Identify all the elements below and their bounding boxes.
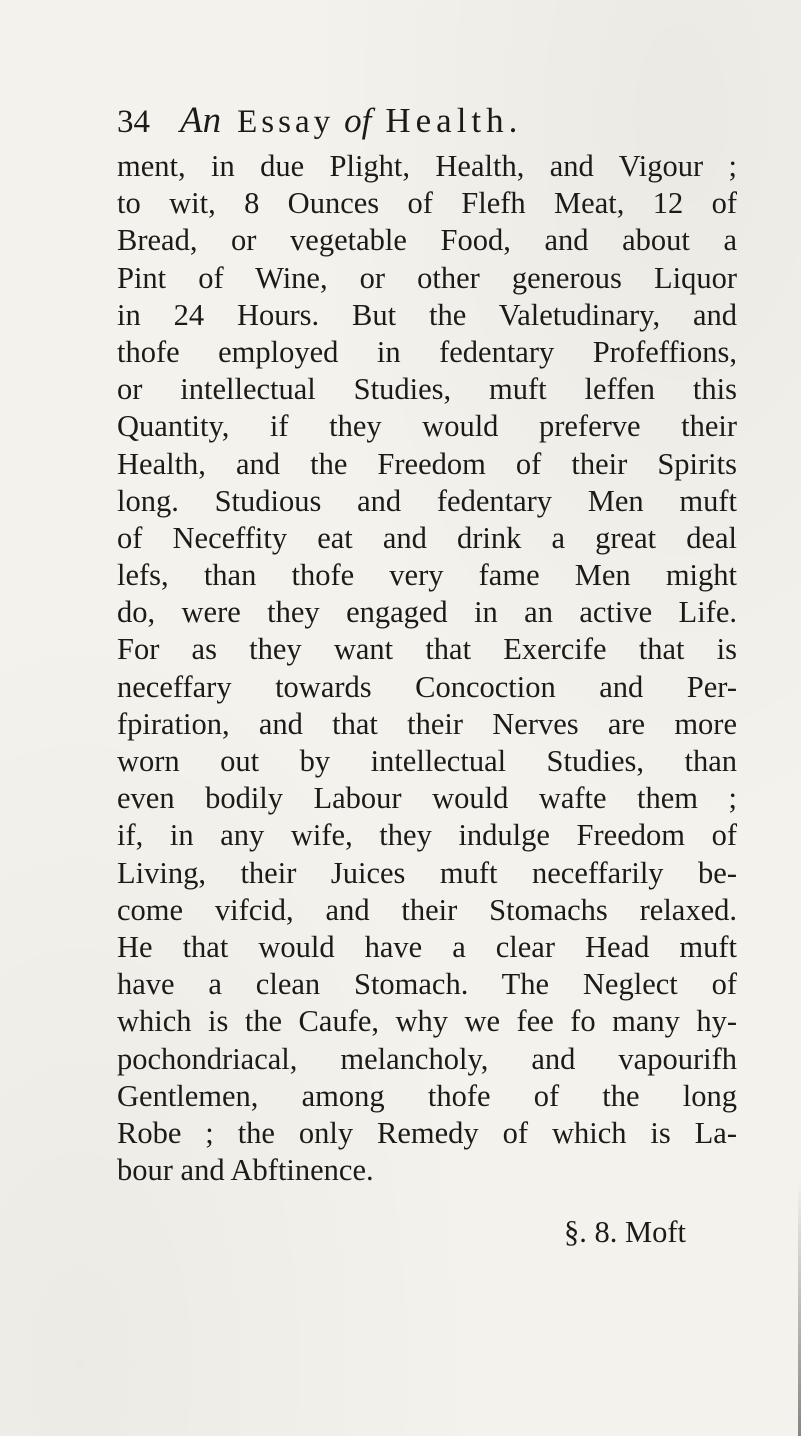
page-number: 34: [117, 104, 150, 140]
text-line: Health, and the Freedom of their Spirits: [117, 446, 737, 481]
running-head-health: Health.: [385, 101, 523, 140]
text-line: Quantity, if they would preferve their: [117, 409, 737, 444]
text-line: if, in any wife, they indulge Freedom of: [117, 818, 737, 853]
text-line: Robe ; the only Remedy of which is La-: [117, 1115, 737, 1150]
text-line: or intellectual Studies, muft leffen this: [117, 372, 737, 407]
text-line: in 24 Hours. But the Valetudinary, and: [117, 297, 737, 332]
text-line: do, were they engaged in an active Life.: [117, 595, 737, 630]
text-line: lefs, than thofe very fame Men might: [117, 558, 737, 593]
body-text: [117, 148, 737, 1189]
running-head-essay: Essay: [237, 104, 335, 140]
text-line: Gentlemen, among thofe of the long: [117, 1078, 737, 1113]
text-line: Living, their Juices muft neceffarily be-: [117, 855, 737, 890]
text-line: long. Studious and fedentary Men muft: [117, 483, 737, 518]
running-head-of: of: [344, 101, 372, 140]
text-line: have a clean Stomach. The Neglect of: [117, 967, 737, 1002]
text-line: neceffary towards Concoction and Per-: [117, 669, 737, 704]
text-line: thofe employed in fedentary Profeffions,: [117, 334, 737, 369]
text-line: which is the Caufe, why we fee fo many hy-: [117, 1004, 737, 1039]
text-line: of Neceffity eat and drink a great deal: [117, 520, 737, 555]
text-line: come vifcid, and their Stomachs relaxed.: [117, 892, 737, 927]
catchword: §. 8. Moft: [564, 1215, 686, 1249]
text-line: Bread, or vegetable Food, and about a: [117, 223, 737, 258]
text-line: bour and Abftinence.: [117, 1153, 374, 1188]
text-line: Pint of Wine, or other generous Liquor: [117, 260, 737, 295]
text-line: He that would have a clear Head muft: [117, 929, 737, 964]
text-line: even bodily Labour would wafte them ;: [117, 781, 737, 816]
text-line: fpiration, and that their Nerves are more: [117, 706, 737, 741]
text-line: ment, in due Plight, Health, and Vigour ;: [117, 149, 737, 183]
text-line: pochondriacal, melancholy, and vapourifh: [117, 1041, 737, 1076]
text-line: For as they want that Exercife that is: [117, 632, 737, 667]
running-head-article: An: [180, 100, 222, 141]
text-line: worn out by intellectual Studies, than: [117, 744, 737, 778]
text-line: to wit, 8 Ounces of Flefh Meat, 12 of: [117, 186, 737, 221]
running-head: [117, 96, 737, 146]
